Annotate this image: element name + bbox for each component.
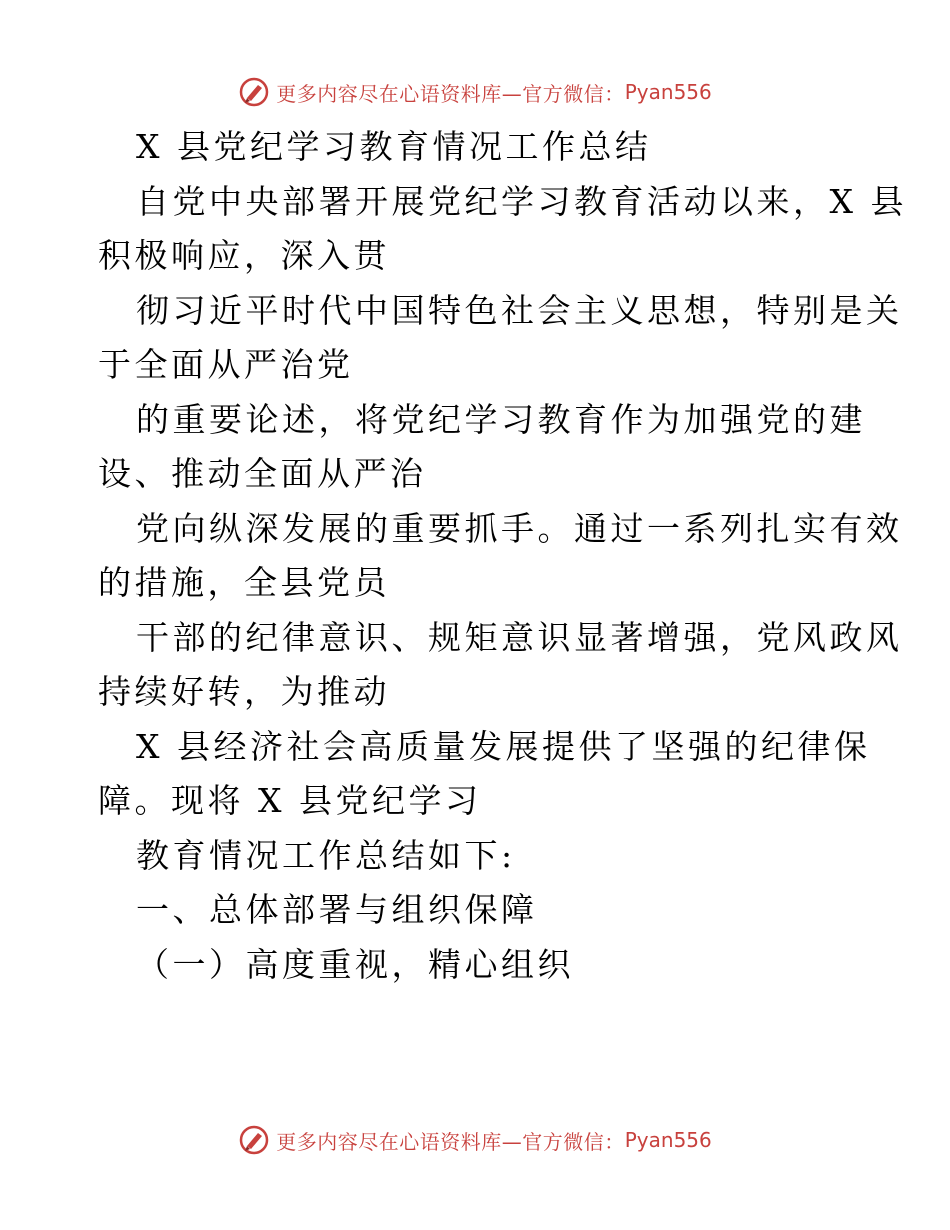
header-watermark	[0, 72, 950, 112]
paragraph-line: 自党中央部署开展党纪学习教育活动以来，X 县	[136, 181, 907, 221]
paragraph-line: 持续好转，为推动	[98, 672, 390, 711]
subsection-heading: （一）高度重视，精心组织	[136, 944, 574, 984]
paragraph-line: 彻习近平时代中国特色社会主义思想，特别是关	[136, 290, 903, 330]
pen-logo-icon	[238, 1124, 270, 1156]
watermark-contact: Pyan556	[624, 1128, 712, 1152]
paragraph-line: 设、推动全面从严治	[98, 454, 427, 493]
footer-watermark	[0, 1120, 950, 1160]
paragraph-line: 障。现将 X 县党纪学习	[98, 781, 482, 820]
paragraph-line: 的措施，全县党员	[98, 563, 390, 602]
document-body	[98, 120, 907, 992]
paragraph-line: 党向纵深发展的重要抓手。通过一系列扎实有效	[136, 508, 903, 548]
paragraph-line: 积极响应，深入贯	[98, 236, 390, 275]
pen-logo-icon	[238, 76, 270, 108]
paragraph-line: 于全面从严治党	[98, 345, 354, 384]
watermark-text: 更多内容尽在心语资料库—官方微信：	[276, 1129, 625, 1154]
paragraph-line: X 县经济社会高质量发展提供了坚强的纪律保	[136, 726, 871, 766]
paragraph-line: 的重要论述，将党纪学习教育作为加强党的建	[136, 399, 866, 439]
document-title: X 县党纪学习教育情况工作总结	[136, 127, 652, 166]
paragraph-line: 干部的纪律意识、规矩意识显著增强，党风政风	[136, 617, 903, 657]
section-heading: 一、总体部署与组织保障	[136, 890, 538, 929]
watermark-contact: Pyan556	[624, 80, 712, 104]
watermark-text: 更多内容尽在心语资料库—官方微信：	[276, 81, 625, 106]
paragraph-line: 教育情况工作总结如下:	[136, 835, 516, 875]
